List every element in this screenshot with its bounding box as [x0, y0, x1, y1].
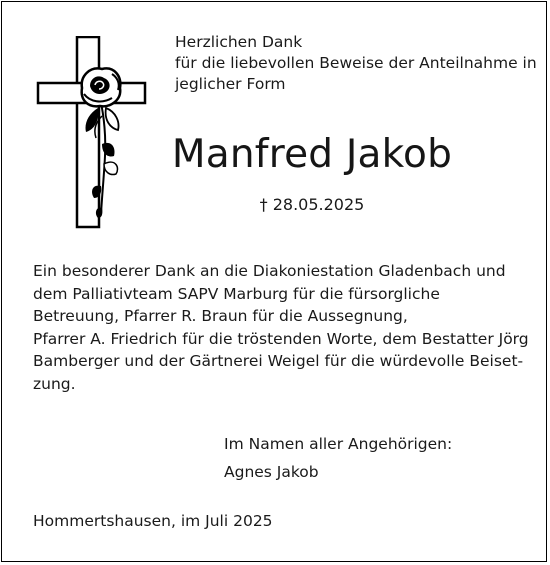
intro-line: für die liebevollen Beweise der Anteilnahme in — [175, 54, 537, 72]
body-line: Ein besonderer Dank an die Diakoniestation Gladenbach und — [33, 262, 506, 280]
body-line: Betreuung, Pfarrer R. Braun für die Aussegnung, — [33, 307, 408, 325]
body-line: dem Palliativteam SAPV Marburg für die fürsorgliche — [33, 284, 440, 303]
signature-intro: Im Namen aller Angehörigen: — [224, 435, 453, 453]
body-line: zung. — [33, 374, 76, 393]
cross-with-rose-icon — [32, 36, 152, 231]
death-date: † 28.05.2025 — [259, 195, 365, 214]
obituary-notice — [1, 1, 547, 562]
signature-name: Agnes Jakob — [224, 463, 319, 481]
signature-block — [224, 430, 452, 486]
body-line: Bamberger und der Gärtnerei Weigel für die würdevolle Beiset- — [33, 352, 524, 370]
place-and-date: Hommertshausen, im Juli 2025 — [33, 512, 273, 530]
thanks-intro — [175, 32, 535, 95]
deceased-name: Manfred Jakob — [171, 132, 453, 177]
intro-line: Herzlichen Dank — [175, 33, 303, 51]
thanks-body — [33, 260, 533, 395]
body-line: Pfarrer A. Friedrich für die tröstenden Worte, dem Bestatter Jörg — [33, 329, 529, 348]
intro-line: jeglicher Form — [175, 75, 286, 93]
